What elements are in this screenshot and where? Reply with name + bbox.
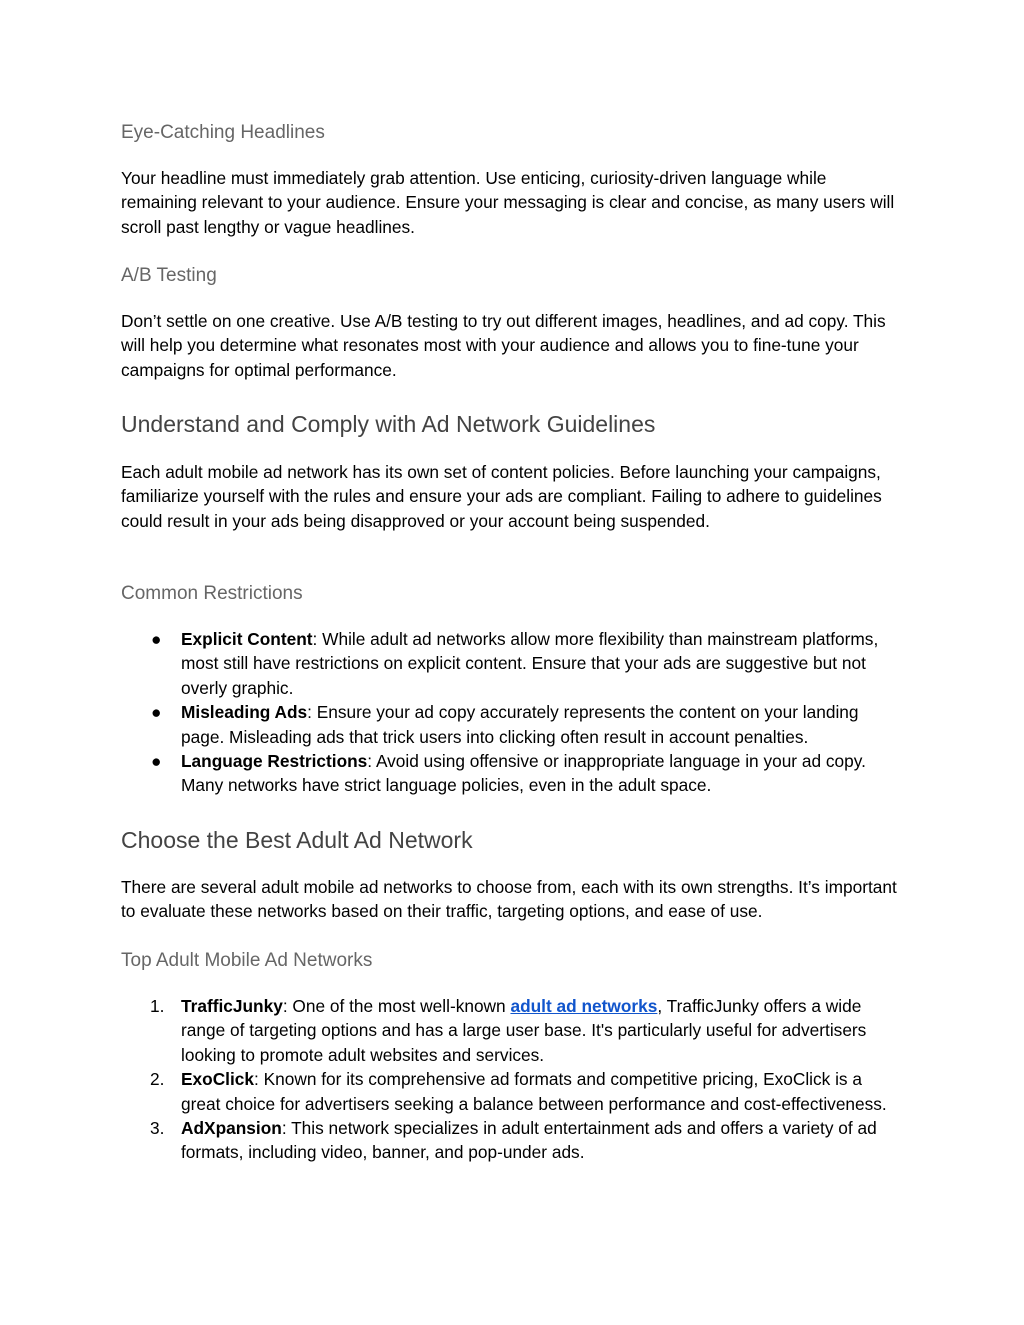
heading-top-networks: Top Adult Mobile Ad Networks: [121, 950, 373, 971]
list-item: [121, 1116, 905, 1165]
list-item: [121, 700, 905, 749]
list-item-text: : Known for its comprehensive ad formats and competitive pricing, ExoClick is a great choice for advertisers seeking a balance between performance and cost-effectiveness.: [181, 1069, 887, 1114]
bullet-icon: ●: [151, 702, 162, 723]
list-item: [121, 994, 905, 1067]
list-item-text: : This network specializes in adult entertainment ads and offers a variety of ad formats, including video, banner, and pop-under ads.: [181, 1118, 877, 1163]
list-item-term: Explicit Content: [181, 629, 313, 649]
adult-ad-networks-link[interactable]: adult ad networks: [510, 996, 658, 1016]
list-item: [121, 1067, 905, 1116]
heading-common-restrictions: Common Restrictions: [121, 583, 303, 604]
heading-guidelines: Understand and Comply with Ad Network Guidelines: [121, 411, 656, 437]
list-item-term: TrafficJunky: [181, 996, 283, 1016]
list-item-text: : While adult ad networks allow more flexibility than mainstream platforms, most still have restrictions on explicit content. Ensure that your ads are suggestive but not overly graphic.: [181, 629, 879, 698]
list-item-term: ExoClick: [181, 1069, 254, 1090]
list-item-term: Misleading Ads: [181, 702, 308, 723]
list-number: 1.: [150, 996, 165, 1016]
list-item-text: : Ensure your ad copy accurately represents the content on your landing page. Misleading ads that trick users into clicking often result in account penalties.: [181, 702, 859, 747]
bullet-icon: ●: [151, 751, 162, 772]
paragraph-eye-catching: Your headline must immediately grab attention. Use enticing, curiosity-driven language while remaining relevant to your audience. Ensure your messaging is clear and concise, as many users will scroll past lengthy or vague headlines.: [121, 168, 895, 237]
paragraph-choose-network: There are several adult mobile ad networks to choose from, each with its own strengths. It’s important to evaluate these networks based on their traffic, targeting options, and ease of use.: [121, 877, 897, 922]
list-number: 2.: [150, 1069, 165, 1090]
heading-ab-testing: A/B Testing: [121, 265, 217, 286]
paragraph-guidelines: Each adult mobile ad network has its own set of content policies. Before launching your campaigns, familiarize yourself with the rules and ensure your ads are compliant. Failing to adhere to guidelines could result in your ads being disapproved or your account being suspended.: [121, 462, 882, 531]
list-item: [121, 749, 905, 798]
bullet-icon: ●: [151, 629, 162, 649]
list-item: [121, 627, 905, 700]
list-item-text: : One of the most well-known: [282, 996, 511, 1016]
top-networks-list: [121, 994, 905, 1165]
heading-eye-catching-headlines: Eye-Catching Headlines: [121, 122, 325, 143]
list-item-term: Language Restrictions: [181, 751, 368, 772]
restrictions-list: [121, 627, 905, 798]
list-item-term: AdXpansion: [181, 1118, 282, 1139]
paragraph-ab-testing: Don’t settle on one creative. Use A/B testing to try out different images, headlines, and ad copy. This will help you determine what resonates most with your audience and allows you to fine-tune your campaigns for optimal performance.: [121, 311, 886, 380]
list-item-text: : Avoid using offensive or inappropriate language in your ad copy. Many networks have strict language policies, even in the adult space.: [181, 751, 866, 796]
list-item-text: , TrafficJunky offers a wide range of targeting options and has a large user base. It's particularly useful for advertisers looking to promote adult websites and services.: [181, 996, 867, 1065]
heading-choose-network: Choose the Best Adult Ad Network: [121, 827, 473, 853]
list-number: 3.: [150, 1118, 165, 1139]
